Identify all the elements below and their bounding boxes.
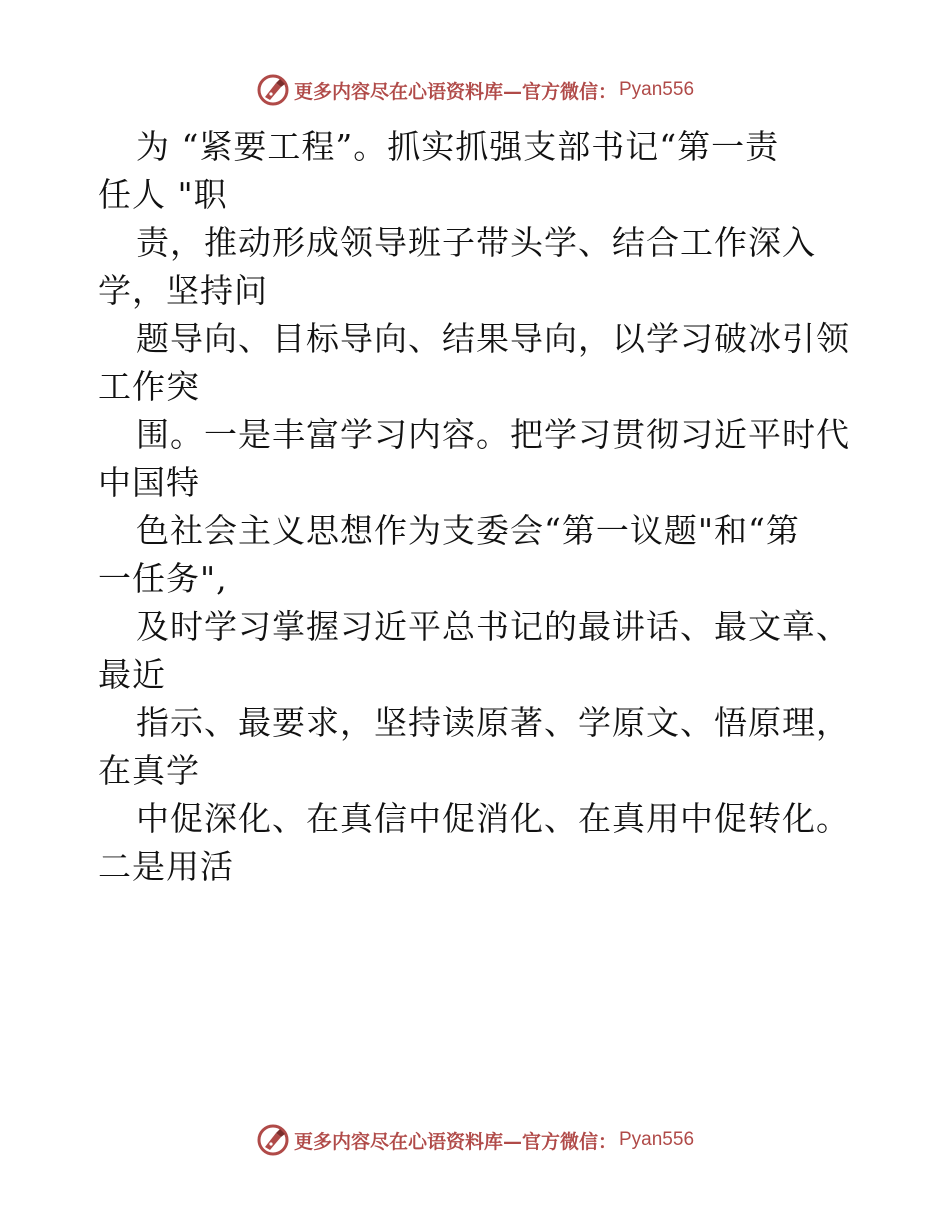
body-line: 指示、最要求，坚持读原著、学原文、悟原理， xyxy=(136,703,850,742)
body-line: 题导向、目标导向、结果导向，以学习破冰引领 xyxy=(136,319,850,358)
pen-nib-logo-icon xyxy=(256,73,290,107)
body-line: 学，坚持问 xyxy=(98,271,268,310)
footer-watermark-text: 更多内容尽在心语资料库—官方微信： xyxy=(293,1130,617,1153)
body-line: 二是用活 xyxy=(98,847,234,886)
body-line: 及时学习掌握习近平总书记的最讲话、最文章、 xyxy=(136,607,850,646)
body-line: 围。一是丰富学习内容。把学习贯彻习近平时代 xyxy=(136,415,850,454)
header-watermark-id: Pyan556 xyxy=(619,79,695,100)
document-body xyxy=(98,123,878,891)
body-line: 任人 "职 xyxy=(98,175,228,214)
body-line: 为 “紧要工程”。抓实抓强支部书记“第一责 xyxy=(136,127,780,166)
header-watermark-text: 更多内容尽在心语资料库—官方微信： xyxy=(293,80,617,103)
body-line: 色社会主义思想作为支委会“第一议题"和“第 xyxy=(136,511,800,550)
footer-watermark xyxy=(0,1120,950,1160)
body-line: 中促深化、在真信中促消化、在真用中促转化。 xyxy=(136,799,850,838)
body-line: 一任务", xyxy=(98,559,228,598)
body-line: 工作突 xyxy=(98,367,200,406)
body-line: 最近 xyxy=(98,655,166,694)
body-line: 在真学 xyxy=(98,751,200,790)
footer-watermark-id: Pyan556 xyxy=(619,1129,695,1150)
header-watermark xyxy=(0,70,950,110)
body-line: 责，推动形成领导班子带头学、结合工作深入 xyxy=(136,223,816,262)
pen-nib-logo-icon xyxy=(256,1123,290,1157)
body-line: 中国特 xyxy=(98,463,200,502)
